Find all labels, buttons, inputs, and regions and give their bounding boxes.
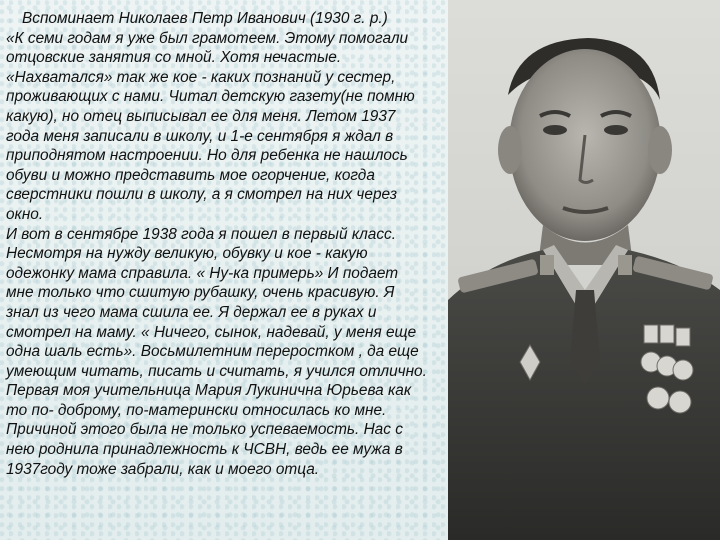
memoir-line: знал из чего мама сшила ее. Я держал ее в руках и bbox=[6, 303, 377, 321]
memoir-line: Первая моя учительница Мария Лукинична Юрьева как bbox=[6, 382, 412, 400]
memoir-line: И вот в сентябре 1938 года я пошел в первый класс. bbox=[6, 225, 396, 243]
memoir-line: сверстники пошли в школу, а я смотрел на них через bbox=[6, 186, 398, 204]
memoir-line: смотрел на маму. « Ничего, сынок, надевай, у меня еще bbox=[6, 323, 417, 341]
memoir-line: то по- доброму, по-матерински относилась ко мне. bbox=[6, 401, 387, 419]
memoir-title: Вспоминает Николаев Петр Иванович (1930 г. р.) bbox=[22, 10, 388, 27]
memoir-line: Несмотря на нужду великую, обувку и кое - какую bbox=[6, 245, 368, 263]
memoir-text bbox=[6, 9, 490, 479]
memoir-line: Причиной этого была не только успеваемость. Нас с bbox=[6, 421, 403, 439]
memoir-line: проживающих с нами. Читал детскую газету(не помню bbox=[6, 88, 415, 106]
memoir-line: окно. bbox=[6, 205, 44, 223]
memoir-line: мне только что сшитую рубашку, очень красивую. Я bbox=[6, 284, 395, 302]
memoir-line: года меня записали в школу, и 1-е сентября я ждал в bbox=[6, 127, 394, 145]
memoir-line: какую), но отец выписывал ее для меня. Летом 1937 bbox=[6, 107, 396, 125]
memoir-line: одна шаль есть». Восьмилетним переростком , да еще bbox=[6, 343, 419, 361]
memoir-line: приподнятом настроении. Но для ребенка не нашлось bbox=[6, 147, 408, 165]
memoir-line: «К семи годам я уже был грамотеем. Этому помогали bbox=[6, 29, 409, 47]
memoir-line: одежонку мама справила. « Ну-ка примерь» И подает bbox=[6, 264, 399, 282]
memoir-line: отцовские занятия со мной. Хотя нечастые. bbox=[6, 49, 342, 67]
memoir-line: нею роднила принадлежность к ЧСВН, ведь ее мужа в bbox=[6, 441, 403, 459]
memoir-line: обуви и можно представить мое огорчение, когда bbox=[6, 166, 375, 184]
memoir-line: 1937году тоже забрали, как и моего отца. bbox=[6, 460, 320, 478]
memoir-line: «Нахватался» так же кое - каких познаний у сестер, bbox=[6, 68, 396, 86]
memoir-line: умеющим читать, писать и считать, я учился отлично. bbox=[6, 362, 427, 380]
